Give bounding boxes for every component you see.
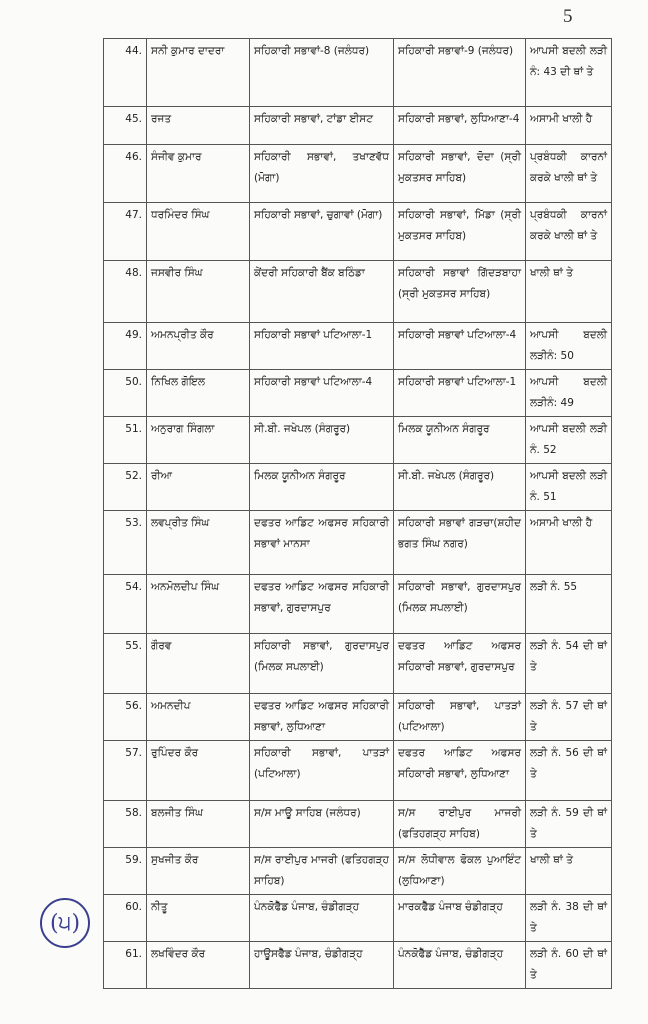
transfer-from-cell: ਹਾਊਸਫੈੱਡ ਪੰਜਾਬ, ਚੰਡੀਗੜ੍ਹ	[250, 942, 394, 989]
employee-name-cell: ਅਨਮੋਲਦੀਪ ਸਿੰਘ	[147, 575, 250, 634]
remarks-cell: ਆਪਸੀ ਬਦਲੀ ਲੜੀਨੰ: 49	[526, 370, 612, 417]
transfer-to-cell: ਮਾਰਕਫੈੱਡ ਪੰਜਾਬ ਚੰਡੀਗੜ੍ਹ	[394, 895, 526, 942]
serial-number-cell: 53.	[104, 511, 147, 575]
transfer-from-cell: ਪੰਨਕੋਫੈੱਡ ਪੰਜਾਬ, ਚੰਡੀਗੜ੍ਹ	[250, 895, 394, 942]
remarks-cell: ਲੜੀ ਨੰ. 57 ਦੀ ਥਾਂ ਤੇ	[526, 694, 612, 741]
transfer-to-cell: ਸ/ਸ ਰਾਈਪੁਰ ਮਾਜਰੀ (ਫਤਿਹਗੜ੍ਹ ਸਾਹਿਬ)	[394, 801, 526, 848]
transfer-from-cell: ਸਹਿਕਾਰੀ ਸਭਾਵਾਂ ਪਟਿਆਲਾ-4	[250, 370, 394, 417]
remarks-cell: ਅਸਾਮੀ ਖਾਲੀ ਹੈ	[526, 511, 612, 575]
employee-name-cell: ਸੁਖਜੀਤ ਕੌਰ	[147, 848, 250, 895]
employee-name-cell: ਰੀਆ	[147, 464, 250, 511]
employee-name-cell: ਨਿਖਿਲ ਗੋਇਲ	[147, 370, 250, 417]
table-row	[104, 464, 612, 511]
remarks-cell: ਲੜੀ ਨੰ. 38 ਦੀ ਥਾਂ ਤੇ	[526, 895, 612, 942]
transfer-from-cell: ਸਹਿਕਾਰੀ ਸਭਾਵਾਂ, ਤਖਾਣਵੱਧ (ਮੋਗਾ)	[250, 145, 394, 203]
transfer-from-cell: ਸਹਿਕਾਰੀ ਸਭਾਵਾਂ, ਚੁਗਾਵਾਂ (ਮੋਗਾ)	[250, 203, 394, 261]
serial-number-cell: 61.	[104, 942, 147, 989]
transfer-to-cell: ਦਫਤਰ ਆਡਿਟ ਅਫਸਰ ਸਹਿਕਾਰੀ ਸਭਾਵਾਂ, ਗੁਰਦਾਸਪੁਰ	[394, 634, 526, 694]
transfer-to-cell: ਸਹਿਕਾਰੀ ਸਭਾਵਾਂ, ਲੁਧਿਆਣਾ-4	[394, 107, 526, 145]
table-row	[104, 39, 612, 107]
transfer-from-cell: ਦਫਤਰ ਆਡਿਟ ਅਫਸਰ ਸਹਿਕਾਰੀ ਸਭਾਵਾਂ, ਲੁਧਿਆਣਾ	[250, 694, 394, 741]
transfer-from-cell: ਸਹਿਕਾਰੀ ਸਭਾਵਾਂ, ਟਾਂਡਾ ਈਸਟ	[250, 107, 394, 145]
employee-name-cell: ਧਰਮਿੰਦਰ ਸਿੰਘ	[147, 203, 250, 261]
employee-name-cell: ਅਮਨਪ੍ਰੀਤ ਕੌਰ	[147, 323, 250, 370]
transfer-table	[103, 38, 612, 989]
remarks-cell: ਆਪਸੀ ਬਦਲੀ ਲੜੀ ਨੰ. 51	[526, 464, 612, 511]
serial-number-cell: 60.	[104, 895, 147, 942]
employee-name-cell: ਸੰਜੀਵ ਕੁਮਾਰ	[147, 145, 250, 203]
serial-number-cell: 56.	[104, 694, 147, 741]
serial-number-cell: 45.	[104, 107, 147, 145]
remarks-cell: ਲੜੀ ਨੰ. 59 ਦੀ ਥਾਂ ਤੇ	[526, 801, 612, 848]
transfer-to-cell: ਮਿਲਕ ਯੂਨੀਅਨ ਸੰਗਰੂਰ	[394, 417, 526, 464]
employee-name-cell: ਰਜਤ	[147, 107, 250, 145]
transfer-from-cell: ਮਿਲਕ ਯੂਨੀਅਨ ਸੰਗਰੂਰ	[250, 464, 394, 511]
remarks-cell: ਪ੍ਰਬੰਧਕੀ ਕਾਰਨਾਂ ਕਰਕੇ ਖਾਲੀ ਥਾਂ ਤੇ	[526, 203, 612, 261]
transfer-to-cell: ਪੰਨਕੋਫੈੱਡ ਪੰਜਾਬ, ਚੰਡੀਗੜ੍ਹ	[394, 942, 526, 989]
transfer-to-cell: ਸੀ.ਬੀ. ਜਖੇਪਲ (ਸੰਗਰੂਰ)	[394, 464, 526, 511]
page-number: 5	[563, 6, 573, 27]
table-row	[104, 942, 612, 989]
table-row	[104, 694, 612, 741]
employee-name-cell: ਅਨੁਰਾਗ ਸਿੰਗਲਾ	[147, 417, 250, 464]
table-row	[104, 801, 612, 848]
transfer-from-cell: ਸ/ਸ ਰਾਈਪੁਰ ਮਾਜਰੀ (ਫਤਿਹਗੜ੍ਹ ਸਾਹਿਬ)	[250, 848, 394, 895]
serial-number-cell: 51.	[104, 417, 147, 464]
table-row	[104, 575, 612, 634]
transfer-to-cell: ਸਹਿਕਾਰੀ ਸਭਾਵਾਂ, ਪਾਤੜਾਂ (ਪਟਿਆਲਾ)	[394, 694, 526, 741]
employee-name-cell: ਅਮਨਦੀਪ	[147, 694, 250, 741]
employee-name-cell: ਜਸਵੀਰ ਸਿੰਘ	[147, 261, 250, 323]
serial-number-cell: 57.	[104, 741, 147, 801]
transfer-to-cell: ਸਹਿਕਾਰੀ ਸਭਾਵਾਂ ਗਿੱਦੜਬਾਹਾ (ਸ੍ਰੀ ਮੁਕਤਸਰ ਸਾਹਿਬ)	[394, 261, 526, 323]
transfer-to-cell: ਸ/ਸ ਲੋਧੀਵਾਲ ਫੋਕਲ ਪੁਆਇੰਟ (ਲੁਧਿਆਣਾ)	[394, 848, 526, 895]
transfer-to-cell: ਸਹਿਕਾਰੀ ਸਭਾਵਾਂ ਪਟਿਆਲਾ-4	[394, 323, 526, 370]
table-row	[104, 511, 612, 575]
table-row	[104, 370, 612, 417]
transfer-to-cell: ਸਹਿਕਾਰੀ ਸਭਾਵਾਂ, ਦੋਦਾ (ਸ੍ਰੀ ਮੁਕਤਸਰ ਸਾਹਿਬ)	[394, 145, 526, 203]
serial-number-cell: 59.	[104, 848, 147, 895]
table-row	[104, 417, 612, 464]
remarks-cell: ਲੜੀ ਨੰ. 55	[526, 575, 612, 634]
transfer-to-cell: ਸਹਿਕਾਰੀ ਸਭਾਵਾਂ, ਗੁਰਦਾਸਪੁਰ (ਮਿਲਕ ਸਪਲਾਈ)	[394, 575, 526, 634]
employee-name-cell: ਬਲਜੀਤ ਸਿੰਘ	[147, 801, 250, 848]
transfer-from-cell: ਸਹਿਕਾਰੀ ਸਭਾਵਾਂ ਪਟਿਆਲਾ-1	[250, 323, 394, 370]
table-body	[104, 39, 612, 989]
employee-name-cell: ਲਖਵਿੰਦਰ ਕੌਰ	[147, 942, 250, 989]
remarks-cell: ਆਪਸੀ ਬਦਲੀ ਲੜੀ ਨੰ: 43 ਦੀ ਥਾਂ ਤੇ	[526, 39, 612, 107]
serial-number-cell: 55.	[104, 634, 147, 694]
table-row	[104, 634, 612, 694]
transfer-from-cell: ਸਹਿਕਾਰੀ ਸਭਾਵਾਂ-8 (ਜਲੰਧਰ)	[250, 39, 394, 107]
serial-number-cell: 58.	[104, 801, 147, 848]
serial-number-cell: 50.	[104, 370, 147, 417]
table-row	[104, 145, 612, 203]
table-row	[104, 848, 612, 895]
remarks-cell: ਲੜੀ ਨੰ. 54 ਦੀ ਥਾਂ ਤੇ	[526, 634, 612, 694]
transfer-to-cell: ਸਹਿਕਾਰੀ ਸਭਾਵਾਂ, ਮਿੱਡਾ (ਸ੍ਰੀ ਮੁਕਤਸਰ ਸਾਹਿਬ)	[394, 203, 526, 261]
transfer-to-cell: ਸਹਿਕਾਰੀ ਸਭਾਵਾਂ-9 (ਜਲੰਧਰ)	[394, 39, 526, 107]
serial-number-cell: 52.	[104, 464, 147, 511]
serial-number-cell: 49.	[104, 323, 147, 370]
remarks-cell: ਆਪਸੀ ਬਦਲੀ ਲੜੀ ਨੰ. 52	[526, 417, 612, 464]
remarks-cell: ਆਪਸੀ ਬਦਲੀ ਲੜੀਨੰ: 50	[526, 323, 612, 370]
transfer-from-cell: ਸਹਿਕਾਰੀ ਸਭਾਵਾਂ, ਗੁਰਦਾਸਪੁਰ (ਮਿਲਕ ਸਪਲਾਈ)	[250, 634, 394, 694]
table-row	[104, 203, 612, 261]
transfer-from-cell: ਸਹਿਕਾਰੀ ਸਭਾਵਾਂ, ਪਾਤੜਾਂ (ਪਟਿਆਲਾ)	[250, 741, 394, 801]
table-row	[104, 741, 612, 801]
employee-name-cell: ਲਵਪ੍ਰੀਤ ਸਿੰਘ	[147, 511, 250, 575]
remarks-cell: ਖਾਲੀ ਥਾਂ ਤੇ	[526, 261, 612, 323]
serial-number-cell: 47.	[104, 203, 147, 261]
table-row	[104, 323, 612, 370]
table-row	[104, 261, 612, 323]
transfer-from-cell: ਸੀ.ਬੀ. ਜਖੇਪਲ (ਸੰਗਰੂਰ)	[250, 417, 394, 464]
serial-number-cell: 48.	[104, 261, 147, 323]
transfer-from-cell: ਦਫਤਰ ਆਡਿਟ ਅਫਸਰ ਸਹਿਕਾਰੀ ਸਭਾਵਾਂ, ਗੁਰਦਾਸਪੁਰ	[250, 575, 394, 634]
employee-name-cell: ਸਨੀ ਕੁਮਾਰ ਦਾਦਰਾ	[147, 39, 250, 107]
employee-name-cell: ਗੌਰਵ	[147, 634, 250, 694]
employee-name-cell: ਰੁਪਿੰਦਰ ਕੌਰ	[147, 741, 250, 801]
page-stamp: (੫)	[40, 898, 90, 948]
remarks-cell: ਲੜੀ ਨੰ. 56 ਦੀ ਥਾਂ ਤੇ	[526, 741, 612, 801]
serial-number-cell: 46.	[104, 145, 147, 203]
transfer-to-cell: ਸਹਿਕਾਰੀ ਸਭਾਵਾਂ ਗੜਚਾ(ਸ਼ਹੀਦ ਭਗਤ ਸਿੰਘ ਨਗਰ)	[394, 511, 526, 575]
transfer-from-cell: ਕੇਂਦਰੀ ਸਹਿਕਾਰੀ ਬੈਂਕ ਬਠਿੰਡਾ	[250, 261, 394, 323]
remarks-cell: ਖਾਲੀ ਥਾਂ ਤੇ	[526, 848, 612, 895]
transfer-to-cell: ਸਹਿਕਾਰੀ ਸਭਾਵਾਂ ਪਟਿਆਲਾ-1	[394, 370, 526, 417]
remarks-cell: ਅਸਾਮੀ ਖਾਲੀ ਹੈ	[526, 107, 612, 145]
transfer-from-cell: ਸ/ਸ ਮਾਊ ਸਾਹਿਬ (ਜਲੰਧਰ)	[250, 801, 394, 848]
serial-number-cell: 54.	[104, 575, 147, 634]
transfer-from-cell: ਦਫਤਰ ਆਡਿਟ ਅਫਸਰ ਸਹਿਕਾਰੀ ਸਭਾਵਾਂ ਮਾਨਸਾ	[250, 511, 394, 575]
remarks-cell: ਪ੍ਰਬੰਧਕੀ ਕਾਰਨਾਂ ਕਰਕੇ ਖਾਲੀ ਥਾਂ ਤੇ	[526, 145, 612, 203]
serial-number-cell: 44.	[104, 39, 147, 107]
employee-name-cell: ਨੀਤੂ	[147, 895, 250, 942]
transfer-to-cell: ਦਫਤਰ ਆਡਿਟ ਅਫਸਰ ਸਹਿਕਾਰੀ ਸਭਾਵਾਂ, ਲੁਧਿਆਣਾ	[394, 741, 526, 801]
table-row	[104, 895, 612, 942]
table-row	[104, 107, 612, 145]
remarks-cell: ਲੜੀ ਨੰ. 60 ਦੀ ਥਾਂ ਤੇ	[526, 942, 612, 989]
